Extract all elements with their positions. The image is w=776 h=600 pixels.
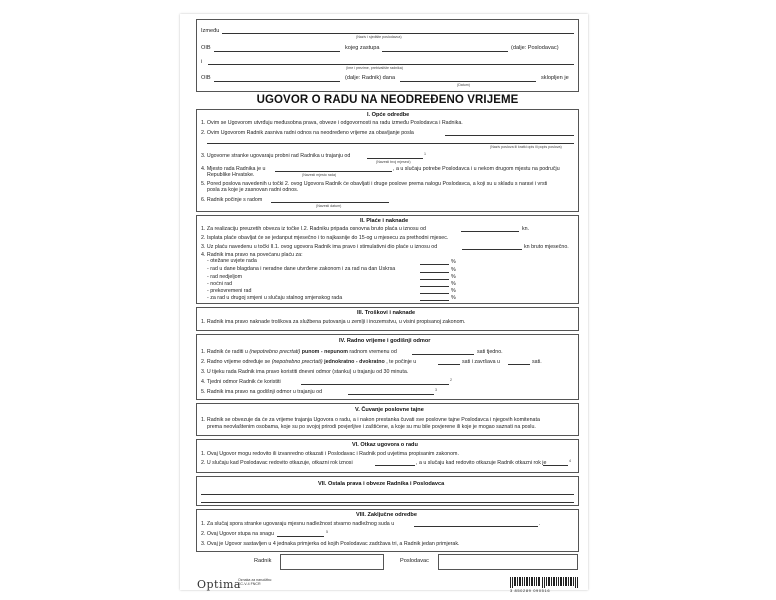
pct-field-3[interactable] — [420, 279, 449, 280]
final-item-2: 2. Ovaj Ugovor stupa na snagu — [201, 531, 275, 537]
employer-oib-field[interactable] — [214, 51, 340, 52]
barcode-icon — [510, 577, 578, 588]
wt2-a: 2. Radno vrijeme određuje se — [201, 359, 271, 365]
salary-item-3: 3. Uz plaću navedenu u točki II.1. ovog ugovora Radnik ima pravo i stimulativni dio plaće u iznosu od — [201, 244, 438, 250]
pct-sign-5: % — [451, 288, 456, 294]
worker-oib-label: OIB — [201, 75, 211, 81]
document-title: UGOVOR O RADU NA NEODREĐENO VRIJEME — [256, 94, 519, 106]
worker-signature-field[interactable] — [280, 554, 384, 570]
salary-item-4: 4. Radnik ima pravo na povećanu plaću za: — [201, 252, 303, 258]
termination-item-2a: 2. U slučaju kad Poslodavac redovito otkazuje, otkazni rok iznosi — [201, 460, 353, 466]
pct-sign-4: % — [451, 281, 456, 287]
general-item-5b: posla za koje je zasnovan radni odnos. — [207, 187, 299, 193]
general-item-5a: 5. Pored poslova navedenih u točki 2. ovog Ugovora Radnik će obavljati i druge poslove prema nalogu Poslodavca, a koji su u skladu s naravi i vrsti — [201, 181, 548, 187]
probation-field[interactable] — [367, 158, 423, 159]
and-label: i — [201, 59, 203, 65]
optima-logo: Optima — [197, 578, 241, 591]
workplace-field[interactable] — [275, 171, 392, 172]
wt1-e: sati tjedno. — [477, 349, 503, 355]
general-item-4a: 4. Mjesto rada Radnika je u — [201, 166, 266, 172]
wt2-d: , te počinje u — [386, 359, 417, 365]
base-salary-field[interactable] — [461, 231, 519, 232]
start-hour-field[interactable] — [438, 364, 460, 365]
annual-leave-field[interactable] — [348, 394, 434, 395]
date-hint: (Datum) — [457, 83, 470, 87]
working-time-item-1 — [201, 349, 397, 355]
wt1-d: radnom vremenu od — [349, 349, 397, 355]
oib-label: OIB — [201, 45, 211, 51]
employer-name-hint: (Naziv i sjedište poslodavca) — [356, 35, 402, 39]
increase-overtime: - prekovremeni rad — [207, 288, 252, 294]
salary-item-2: 2. Isplata plaće obavljat će se jedanput mjesečno i to najkasnije do 15-og u mjesecu za prethodni mjesec. — [201, 235, 449, 241]
increase-night: - noćni rad — [207, 281, 233, 287]
general-item-1: 1. Ovim se Ugovorom utvrđuju međusobna prava, obveze i odgovornosti na radu između Poslodavca i Radnika. — [201, 120, 463, 126]
employer-ref-label: (dalje: Poslodavac) — [511, 45, 559, 51]
pct-sign-6: % — [451, 295, 456, 301]
start-date-field[interactable] — [271, 202, 389, 203]
worker-ref-label: (dalje: Radnik) dana — [345, 75, 396, 81]
salary-item-1: 1. Za realizaciju preuzetih obveza iz točke I.2. Radniku pripada osnovna bruto plaća u iznosu od — [201, 226, 426, 232]
pct-sign-2: % — [451, 267, 456, 273]
worker-signature-label: Radnik — [254, 558, 272, 564]
increase-holidays: - rad u dane blagdana i neradne dane utvrđene zakonom i za rad na dan Uskrsa — [207, 266, 396, 272]
probation-sup: 1 — [424, 152, 426, 156]
wt1-c: punom - nepunom — [301, 349, 348, 355]
wt5-sup: 3 — [435, 388, 437, 392]
wt1-a: 1. Radnik će raditi u — [201, 349, 248, 355]
job-title-field-2[interactable] — [207, 143, 574, 144]
worker-name-hint: (Ime i prezime, prebivalište radnika) — [346, 66, 403, 70]
wt2-b: (nepotrebno precrtati) — [271, 359, 323, 365]
start-date-hint: (Navesti datum) — [316, 204, 342, 208]
weekly-hours-field[interactable] — [412, 354, 474, 355]
section-other-heading: VII. Ostala prava i obveze Radnika i Poslodavca — [318, 481, 445, 487]
job-title-hint: (Naziv poslova ili kratki opis ili popis poslova) — [490, 145, 562, 149]
wt2-c: jednokratno - dvokratno — [324, 359, 385, 365]
general-item-4c: Republike Hrvatske. — [207, 172, 255, 178]
end-hour-field[interactable] — [508, 364, 530, 365]
represented-by-label: kojeg zastupa — [345, 45, 380, 51]
concluded-label: sklopljen je — [541, 75, 569, 81]
wt2-e: sati i završava u — [462, 359, 500, 365]
pct-field-2[interactable] — [420, 272, 449, 273]
other-rights-field-1[interactable] — [201, 494, 574, 495]
contract-date-field[interactable] — [400, 81, 536, 82]
workplace-hint: (Navesti mjesto rada) — [302, 173, 337, 177]
between-label: Između — [201, 28, 220, 34]
other-rights-field-2[interactable] — [201, 502, 574, 503]
increase-sundays: - rad nedjeljom — [207, 274, 243, 280]
section-expenses-heading: III. Troškovi i naknade — [357, 310, 416, 316]
section-working-time-heading: IV. Radno vrijeme i godišnji odmor — [339, 338, 431, 344]
general-item-2: 2. Ovim Ugovorom Radnik zasniva radni odnos na neodređeno vrijeme za obavljanje posla — [201, 130, 414, 136]
employer-signature-label: Poslodavac — [400, 558, 429, 564]
employer-name-field[interactable] — [222, 33, 574, 34]
pct-field-5[interactable] — [420, 293, 449, 294]
employer-signature-field[interactable] — [438, 554, 578, 570]
pct-field-1[interactable] — [420, 264, 449, 265]
working-time-item-3: 3. U tijeku rada Radnik ima pravo koristiti dnevni odmor (stanku) u trajanju od 30 minuta. — [201, 369, 409, 375]
section-general-heading: I. Opće odredbe — [367, 112, 410, 118]
notice-worker-field[interactable] — [543, 465, 568, 466]
working-time-item-4: 4. Tjedni odmor Radnik će koristiti — [201, 379, 281, 385]
general-item-4b: , a u slučaju potrebe Poslodavca i u nekom drugom mjestu na području — [393, 166, 560, 172]
expenses-item-1: 1. Radnik ima pravo naknade troškova za službena putovanja u zemlji i inozemstvu, u visini propisanoj zakonom. — [201, 319, 466, 325]
pct-sign-3: % — [451, 274, 456, 280]
weekly-rest-field[interactable] — [301, 384, 449, 385]
wt1-b: (nepotrebno precrtati) — [249, 349, 301, 355]
wt2-f: sati. — [532, 359, 542, 365]
worker-name-field[interactable] — [208, 64, 574, 65]
court-field[interactable] — [414, 526, 538, 527]
section-secrecy-heading: V. Čuvanje poslovne tajne — [355, 407, 424, 413]
increase-hard-conditions: - otežane uvjete rada — [207, 258, 257, 264]
effective-date-field[interactable] — [277, 536, 324, 537]
final-item-1-dot: . — [539, 521, 541, 527]
general-item-6: 6. Radnik počinje s radom — [201, 197, 263, 203]
probation-hint: (Navesti broj mjeseci) — [376, 160, 411, 164]
wt4-sup: 2 — [450, 378, 452, 382]
salary-item-3-unit: kn bruto mjesečno. — [524, 244, 569, 250]
working-time-item-5: 5. Radnik ima pravo na godišnji odmor u trajanju od — [201, 389, 323, 395]
secrecy-item-1a: 1. Radnik se obvezuje da će za vrijeme trajanja Ugovora o radu, a i nakon prestanka čuvati sve poslovne tajne Poslodavca i njegovih komitenata — [201, 417, 540, 423]
section-salary-heading: II. Plaće i naknade — [360, 218, 409, 224]
termination-sup: 4 — [569, 459, 571, 463]
pct-sign-1: % — [451, 259, 456, 265]
section-termination-heading: VI. Otkaz ugovora o radu — [352, 442, 418, 448]
pct-field-6[interactable] — [420, 300, 449, 301]
job-title-field[interactable] — [445, 135, 574, 136]
representative-field[interactable] — [382, 51, 508, 52]
notice-employer-field[interactable] — [375, 465, 415, 466]
secrecy-item-1b: prema neovlaštenim osobama, koje su po svojoj prirodi povjerljive i zaštićene, a koje su mu bile povjerene ili koje je mogao saznati na poslu. — [207, 424, 536, 430]
termination-item-1: 1. Ovaj Ugovor mogu redovito ili izvanredno otkazati i Poslodavac i Radnik pod uvjetima propisanim zakonom. — [201, 451, 459, 457]
working-time-item-2 — [201, 359, 416, 365]
section-final-heading: VIII. Zaključne odredbe — [356, 512, 417, 518]
worker-oib-field[interactable] — [214, 81, 340, 82]
termination-item-2b: , a u slučaju kad redovito otkazuje Radnik otkazni rok je — [416, 460, 547, 466]
final-sup: 5 — [326, 530, 328, 534]
final-item-3: 3. Ovaj je Ugovor sastavljen u 4 jednaka primjerka od kojih Poslodavac zadržava tri, a Radnik jedan primjerak. — [201, 541, 460, 547]
order-code: EC-V-4 FNCR — [238, 582, 261, 586]
general-item-3: 3. Ugovorne stranke ugovaraju probni rad Radnika u trajanju od — [201, 153, 351, 159]
salary-item-1-unit: kn. — [522, 226, 530, 232]
barcode-digits: 3 850289 090516 — [510, 588, 551, 593]
order-code-label: Oznaka za narudžbu: — [238, 578, 273, 582]
increase-second-shift: - za rad u drugoj smjeni u slučaju stalnog smjenskog rada — [207, 295, 343, 301]
bonus-field[interactable] — [462, 249, 522, 250]
pct-field-4[interactable] — [420, 286, 449, 287]
final-item-1: 1. Za slučaj spora stranke ugovaraju mjesnu nadležnost stvarno nadležnog suda u — [201, 521, 395, 527]
